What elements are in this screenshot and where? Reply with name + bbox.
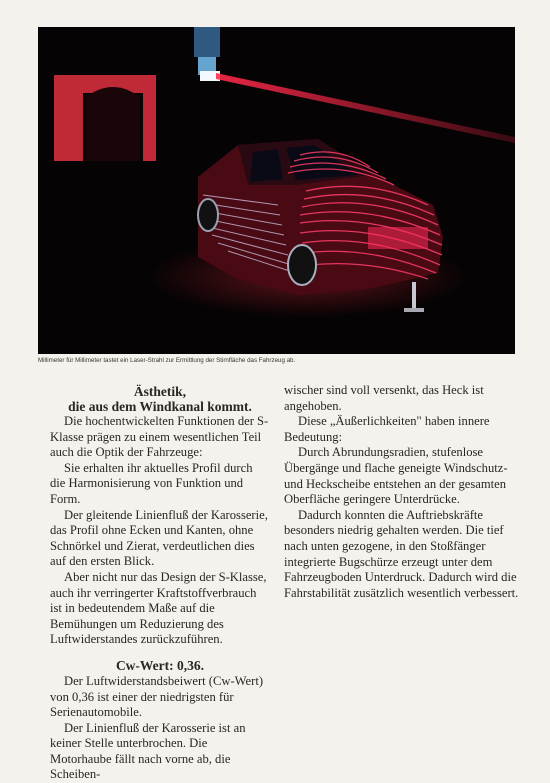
- paragraph: Aber nicht nur das Design der S-Klasse, auch ihr verringerter Kraftstoffverbrauch ist in bedeutendem Maße auf die Bemühungen um Reduzierung des Luftwiderstandes zurückzuführen.: [50, 569, 267, 647]
- laser-scan-photo: [38, 27, 515, 354]
- paragraph: wischer sind voll versenkt, das Heck ist angehoben.: [284, 383, 484, 413]
- left-column: [50, 384, 270, 783]
- paragraph: Diese „Äußerlichkeiten" haben innere Bedeutung:: [284, 414, 490, 444]
- photo-caption: Millimeter für Millimeter tastet ein Laser-Strahl zur Ermittlung der Stirnfläche das Fahrzeug ab.: [38, 357, 296, 364]
- heading-line-1: Ästhetik,: [133, 384, 187, 399]
- section-heading: [50, 384, 270, 414]
- paragraph: Der Linienfluß der Karosserie ist an keiner Stelle unterbrochen. Die Motorhaube fällt nach vorne ab, die Scheiben-: [50, 720, 246, 782]
- paragraph: Dadurch konnten die Auftriebskräfte besonders niedrig gehalten werden. Die tief nach unten gezogene, in den Stoßfänger integrierte Bugschürze erzeugt unter dem Fahrzeugboden Unterdruck. Dadurch wird die Fahrstabilität zusätzlich wesentlich verbessert.: [284, 507, 519, 600]
- right-column: [284, 383, 520, 601]
- paragraph: Die hochentwickelten Funktionen der S-Klasse prägen zu einem wesentlichen Teil auch die Optik der Fahrzeuge:: [50, 414, 269, 460]
- heading-line-2: die aus dem Windkanal kommt.: [68, 399, 252, 414]
- paragraph: Durch Abrundungsradien, stufenlose Übergänge und flache geneigte Windschutz- und Heckscheibe entstehen an der gesamten Oberfläche geringere Unterdrücke.: [284, 445, 508, 507]
- paragraph: Der gleitende Linienfluß der Karosserie, das Profil ohne Ecken und Kanten, ohne Schnörkel und Zierat, verdeutlichen dies auf den ersten Blick.: [50, 507, 268, 569]
- paragraph: Sie erhalten ihr aktuelles Profil durch die Harmonisierung von Funktion und Form.: [50, 460, 253, 506]
- cw-heading: Cw-Wert: 0,36.: [115, 657, 205, 673]
- paragraph: Der Luftwiderstandsbeiwert (Cw-Wert) von 0,36 ist einer der niedrigsten für Serienautomobile.: [50, 673, 264, 720]
- laser-car-illustration: [38, 27, 515, 354]
